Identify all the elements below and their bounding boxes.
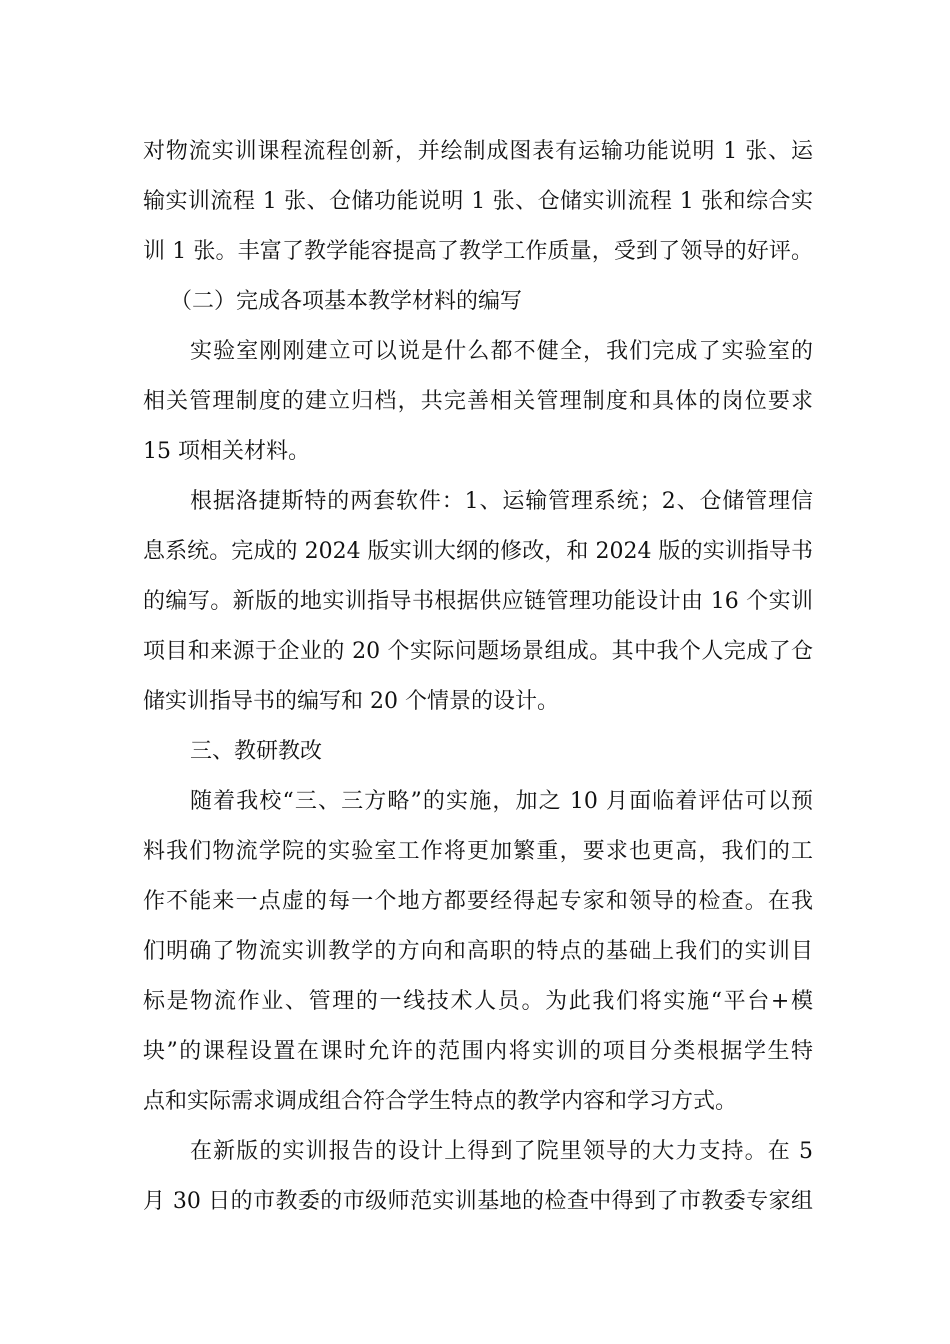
body-text-line: 储实训指导书的编写和 20 个情景的设计。	[143, 689, 559, 714]
body-text-line: 实验室刚刚建立可以说是什么都不健全，我们完成了实验室的	[190, 339, 813, 364]
body-text-line: 们明确了物流实训教学的方向和高职的特点的基础上我们的实训目	[143, 939, 813, 964]
body-text-line: 根据洛捷斯特的两套软件：1、运输管理系统；2、仓储管理信	[190, 489, 813, 514]
body-text-line: 息系统。完成的 2024 版实训大纲的修改，和 2024 版的实训指导书	[143, 539, 813, 564]
body-text-line: 相关管理制度的建立归档，共完善相关管理制度和具体的岗位要求	[143, 389, 813, 414]
body-text-line: 输实训流程 1 张、仓储功能说明 1 张、仓储实训流程 1 张和综合实	[143, 189, 813, 214]
body-text-line: 的编写。新版的地实训指导书根据供应链管理功能设计由 16 个实训	[143, 589, 813, 614]
section-heading: 三、教研教改	[190, 739, 323, 764]
body-text-line: 点和实际需求调成组合符合学生特点的教学内容和学习方式。	[143, 1089, 738, 1114]
body-text-line: 15 项相关材料。	[143, 439, 310, 464]
body-text-line: 作不能来一点虚的每一个地方都要经得起专家和领导的检查。在我	[143, 889, 813, 914]
body-text-line: 对物流实训课程流程创新，并绘制成图表有运输功能说明 1 张、运	[143, 139, 813, 164]
body-text-line: 料我们物流学院的实验室工作将更加繁重，要求也更高，我们的工	[143, 839, 813, 864]
body-text-line: 训 1 张。丰富了教学能容提高了教学工作质量，受到了领导的好评。	[143, 239, 813, 264]
body-text-line: 在新版的实训报告的设计上得到了院里领导的大力支持。在 5	[190, 1139, 813, 1164]
body-text-line: 块”的课程设置在课时允许的范围内将实训的项目分类根据学生特	[143, 1039, 813, 1064]
body-text-line: 月 30 日的市教委的市级师范实训基地的检查中得到了市教委专家组	[143, 1189, 813, 1214]
section-heading: （二）完成各项基本教学材料的编写	[170, 289, 523, 314]
body-text-line: 标是物流作业、管理的一线技术人员。为此我们将实施“平台+模	[143, 989, 813, 1014]
body-text-line: 随着我校“三、三方略”的实施，加之 10 月面临着评估可以预	[190, 789, 813, 814]
body-text-line: 项目和来源于企业的 20 个实际问题场景组成。其中我个人完成了仓	[143, 639, 813, 664]
